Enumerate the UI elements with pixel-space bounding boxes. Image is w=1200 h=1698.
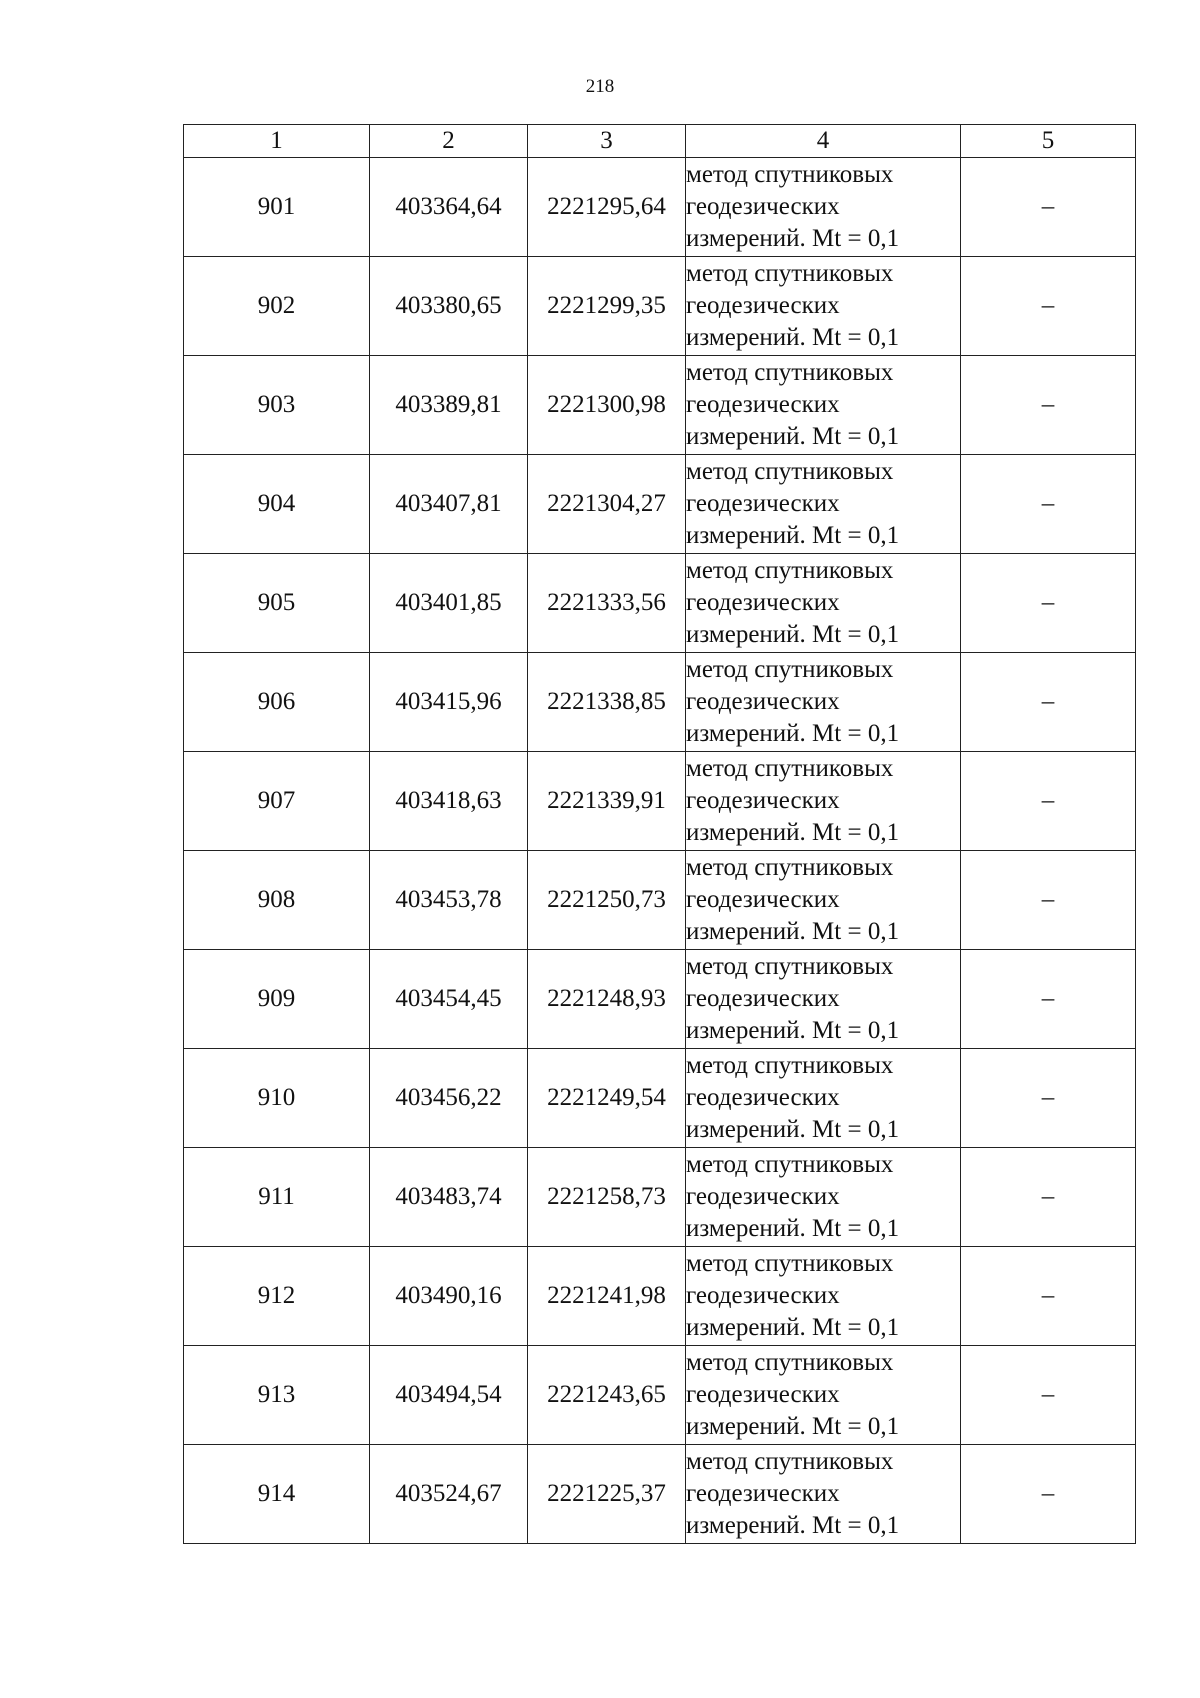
method-cell bbox=[686, 158, 961, 257]
method-cell bbox=[686, 1148, 961, 1247]
point-number-cell: 909 bbox=[184, 950, 370, 1049]
x-coordinate-cell: 403456,22 bbox=[370, 1049, 528, 1148]
method-line: геодезических bbox=[686, 787, 840, 814]
point-number-cell: 912 bbox=[184, 1247, 370, 1346]
column-header: 2 bbox=[370, 125, 528, 158]
method-line: метод спутниковых bbox=[686, 458, 894, 485]
table-row bbox=[184, 653, 1136, 752]
note-cell: – bbox=[961, 158, 1136, 257]
note-cell: – bbox=[961, 1247, 1136, 1346]
column-header: 4 bbox=[686, 125, 961, 158]
method-line: геодезических bbox=[686, 490, 840, 517]
method-cell bbox=[686, 554, 961, 653]
note-cell: – bbox=[961, 950, 1136, 1049]
method-line: метод спутниковых bbox=[686, 656, 894, 683]
method-cell bbox=[686, 1247, 961, 1346]
table-header-row bbox=[184, 125, 1136, 158]
column-header: 1 bbox=[184, 125, 370, 158]
column-header: 3 bbox=[528, 125, 686, 158]
method-line: измерений. Mt = 0,1 bbox=[686, 918, 900, 945]
point-number-cell: 911 bbox=[184, 1148, 370, 1247]
method-line: геодезических bbox=[686, 1183, 840, 1210]
method-cell bbox=[686, 1049, 961, 1148]
method-line: измерений. Mt = 0,1 bbox=[686, 819, 900, 846]
x-coordinate-cell: 403418,63 bbox=[370, 752, 528, 851]
coordinates-table bbox=[183, 124, 1136, 1544]
method-line: измерений. Mt = 0,1 bbox=[686, 324, 900, 351]
page-number: 218 bbox=[585, 76, 615, 97]
table-row bbox=[184, 1346, 1136, 1445]
table-row bbox=[184, 554, 1136, 653]
method-line: измерений. Mt = 0,1 bbox=[686, 423, 900, 450]
table-row bbox=[184, 158, 1136, 257]
method-line: измерений. Mt = 0,1 bbox=[686, 1017, 900, 1044]
y-coordinate-cell: 2221225,37 bbox=[528, 1445, 686, 1544]
method-cell bbox=[686, 950, 961, 1049]
method-line: геодезических bbox=[686, 391, 840, 418]
note-cell: – bbox=[961, 554, 1136, 653]
table-row bbox=[184, 950, 1136, 1049]
method-cell bbox=[686, 356, 961, 455]
method-line: геодезических bbox=[686, 985, 840, 1012]
method-line: измерений. Mt = 0,1 bbox=[686, 720, 900, 747]
y-coordinate-cell: 2221250,73 bbox=[528, 851, 686, 950]
y-coordinate-cell: 2221299,35 bbox=[528, 257, 686, 356]
table-row bbox=[184, 455, 1136, 554]
y-coordinate-cell: 2221339,91 bbox=[528, 752, 686, 851]
method-line: измерений. Mt = 0,1 bbox=[686, 1314, 900, 1341]
x-coordinate-cell: 403401,85 bbox=[370, 554, 528, 653]
method-line: геодезических bbox=[686, 1084, 840, 1111]
table-row bbox=[184, 1445, 1136, 1544]
method-line: геодезических bbox=[686, 1282, 840, 1309]
table-row bbox=[184, 1148, 1136, 1247]
note-cell: – bbox=[961, 1445, 1136, 1544]
method-line: измерений. Mt = 0,1 bbox=[686, 1512, 900, 1539]
note-cell: – bbox=[961, 653, 1136, 752]
point-number-cell: 902 bbox=[184, 257, 370, 356]
x-coordinate-cell: 403453,78 bbox=[370, 851, 528, 950]
x-coordinate-cell: 403380,65 bbox=[370, 257, 528, 356]
method-line: геодезических bbox=[686, 193, 840, 220]
method-line: метод спутниковых bbox=[686, 755, 894, 782]
method-cell bbox=[686, 1346, 961, 1445]
point-number-cell: 901 bbox=[184, 158, 370, 257]
method-line: геодезических bbox=[686, 1480, 840, 1507]
column-header: 5 bbox=[961, 125, 1136, 158]
method-cell bbox=[686, 455, 961, 554]
table-row bbox=[184, 1049, 1136, 1148]
method-line: геодезических bbox=[686, 589, 840, 616]
table-row bbox=[184, 1247, 1136, 1346]
table-row bbox=[184, 257, 1136, 356]
point-number-cell: 906 bbox=[184, 653, 370, 752]
method-line: измерений. Mt = 0,1 bbox=[686, 1413, 900, 1440]
y-coordinate-cell: 2221304,27 bbox=[528, 455, 686, 554]
method-line: метод спутниковых bbox=[686, 953, 894, 980]
point-number-cell: 910 bbox=[184, 1049, 370, 1148]
table-body bbox=[184, 158, 1136, 1544]
note-cell: – bbox=[961, 257, 1136, 356]
method-line: метод спутниковых bbox=[686, 854, 894, 881]
note-cell: – bbox=[961, 1346, 1136, 1445]
method-line: измерений. Mt = 0,1 bbox=[686, 621, 900, 648]
x-coordinate-cell: 403524,67 bbox=[370, 1445, 528, 1544]
method-line: метод спутниковых bbox=[686, 359, 894, 386]
point-number-cell: 908 bbox=[184, 851, 370, 950]
method-cell bbox=[686, 653, 961, 752]
x-coordinate-cell: 403454,45 bbox=[370, 950, 528, 1049]
method-line: измерений. Mt = 0,1 bbox=[686, 1116, 900, 1143]
method-line: измерений. Mt = 0,1 bbox=[686, 225, 900, 252]
method-line: геодезических bbox=[686, 688, 840, 715]
note-cell: – bbox=[961, 752, 1136, 851]
point-number-cell: 913 bbox=[184, 1346, 370, 1445]
method-line: геодезических bbox=[686, 292, 840, 319]
table-row bbox=[184, 851, 1136, 950]
method-line: метод спутниковых bbox=[686, 1448, 894, 1475]
y-coordinate-cell: 2221249,54 bbox=[528, 1049, 686, 1148]
x-coordinate-cell: 403490,16 bbox=[370, 1247, 528, 1346]
x-coordinate-cell: 403494,54 bbox=[370, 1346, 528, 1445]
method-line: метод спутниковых bbox=[686, 260, 894, 287]
y-coordinate-cell: 2221241,98 bbox=[528, 1247, 686, 1346]
x-coordinate-cell: 403407,81 bbox=[370, 455, 528, 554]
y-coordinate-cell: 2221295,64 bbox=[528, 158, 686, 257]
y-coordinate-cell: 2221248,93 bbox=[528, 950, 686, 1049]
y-coordinate-cell: 2221243,65 bbox=[528, 1346, 686, 1445]
method-cell bbox=[686, 1445, 961, 1544]
y-coordinate-cell: 2221338,85 bbox=[528, 653, 686, 752]
method-line: метод спутниковых bbox=[686, 1151, 894, 1178]
x-coordinate-cell: 403483,74 bbox=[370, 1148, 528, 1247]
point-number-cell: 904 bbox=[184, 455, 370, 554]
x-coordinate-cell: 403389,81 bbox=[370, 356, 528, 455]
x-coordinate-cell: 403364,64 bbox=[370, 158, 528, 257]
y-coordinate-cell: 2221258,73 bbox=[528, 1148, 686, 1247]
method-cell bbox=[686, 257, 961, 356]
method-line: измерений. Mt = 0,1 bbox=[686, 522, 900, 549]
note-cell: – bbox=[961, 1049, 1136, 1148]
point-number-cell: 905 bbox=[184, 554, 370, 653]
note-cell: – bbox=[961, 851, 1136, 950]
method-line: метод спутниковых bbox=[686, 557, 894, 584]
method-line: метод спутниковых bbox=[686, 1349, 894, 1376]
method-line: измерений. Mt = 0,1 bbox=[686, 1215, 900, 1242]
y-coordinate-cell: 2221300,98 bbox=[528, 356, 686, 455]
x-coordinate-cell: 403415,96 bbox=[370, 653, 528, 752]
point-number-cell: 903 bbox=[184, 356, 370, 455]
method-line: метод спутниковых bbox=[686, 161, 894, 188]
method-cell bbox=[686, 752, 961, 851]
table-row bbox=[184, 356, 1136, 455]
method-line: метод спутниковых bbox=[686, 1052, 894, 1079]
note-cell: – bbox=[961, 356, 1136, 455]
y-coordinate-cell: 2221333,56 bbox=[528, 554, 686, 653]
point-number-cell: 914 bbox=[184, 1445, 370, 1544]
table-row bbox=[184, 752, 1136, 851]
method-cell bbox=[686, 851, 961, 950]
method-line: геодезических bbox=[686, 1381, 840, 1408]
point-number-cell: 907 bbox=[184, 752, 370, 851]
method-line: метод спутниковых bbox=[686, 1250, 894, 1277]
note-cell: – bbox=[961, 455, 1136, 554]
method-line: геодезических bbox=[686, 886, 840, 913]
note-cell: – bbox=[961, 1148, 1136, 1247]
